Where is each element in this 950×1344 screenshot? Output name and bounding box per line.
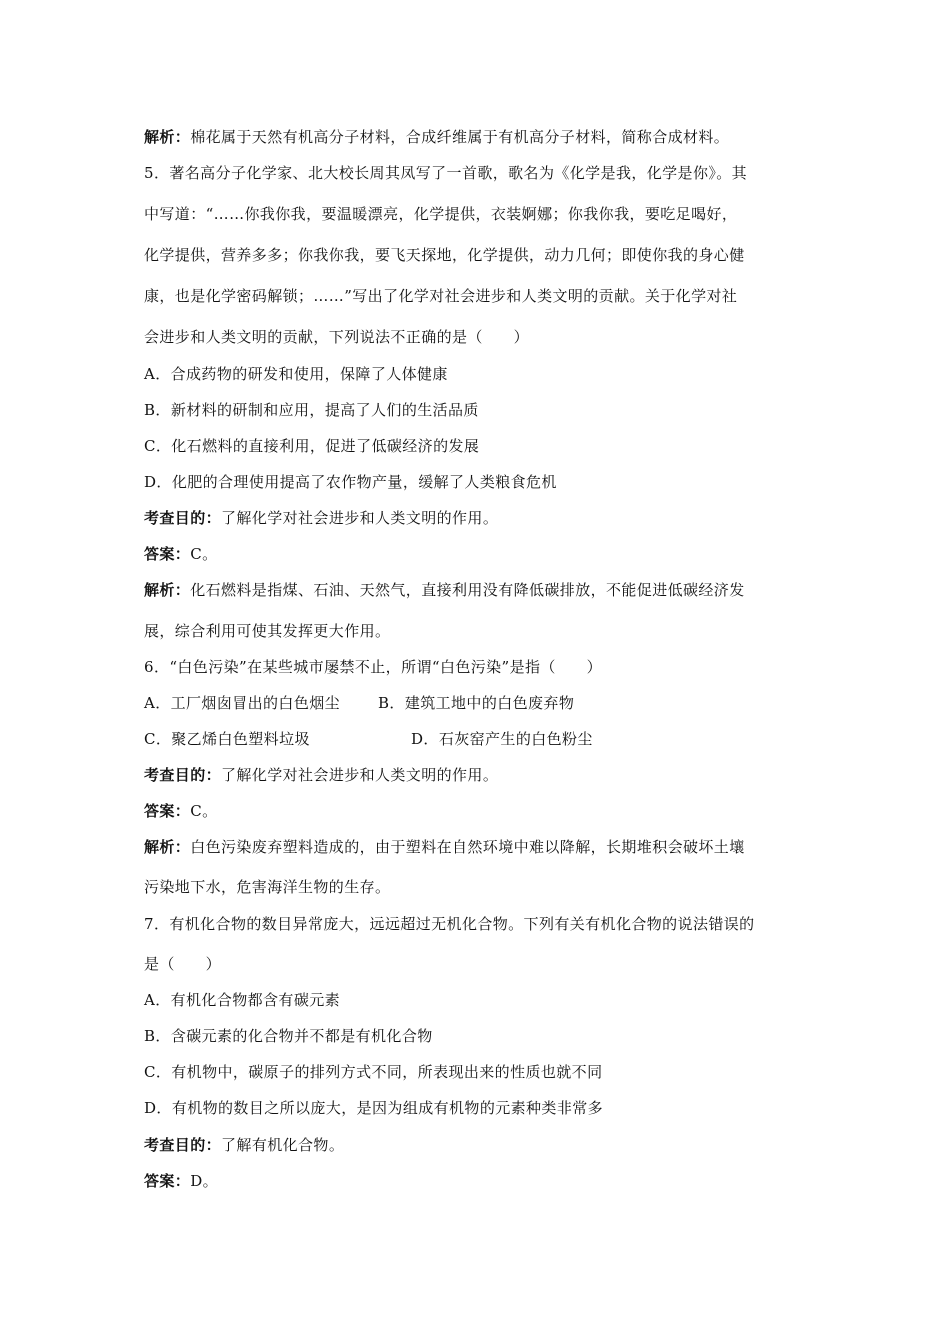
q5-option-a: A．合成药物的研发和使用，保障了人体健康 <box>144 365 448 383</box>
q5-option-c: C．化石燃料的直接利用，促进了低碳经济的发展 <box>144 437 480 455</box>
answer-text: C。 <box>190 545 218 563</box>
q6-answer <box>144 801 217 821</box>
analysis-label: 解析： <box>144 838 191 856</box>
q6-analysis <box>144 837 745 857</box>
q7-objective <box>144 1135 344 1155</box>
answer-label: 答案： <box>144 1172 191 1190</box>
q7-stem-line: 是（ ） <box>144 955 222 973</box>
answer-text: C。 <box>190 802 218 820</box>
q5-stem-line: 会进步和人类文明的贡献，下列说法不正确的是（ ） <box>144 328 530 346</box>
answer-label: 答案： <box>144 545 191 563</box>
analysis-label: 解析： <box>144 581 191 599</box>
answer-label: 答案： <box>144 802 191 820</box>
objective-text: 了解化学对社会进步和人类文明的作用。 <box>221 766 499 784</box>
q6-stem: 6．“白色污染”在某些城市屡禁不止，所谓“白色污染”是指（ ） <box>144 658 603 676</box>
objective-label: 考查目的： <box>144 1136 222 1154</box>
q6-objective <box>144 765 498 785</box>
answer-text: D。 <box>190 1172 219 1190</box>
intro-analysis-line <box>144 127 729 147</box>
q6-options-row-1 <box>144 693 340 713</box>
q6-analysis-cont: 污染地下水，危害海洋生物的生存。 <box>144 878 391 896</box>
q5-answer <box>144 544 217 564</box>
q6-option-c: C．聚乙烯白色塑料垃圾 <box>144 730 310 748</box>
objective-label: 考查目的： <box>144 766 222 784</box>
q5-stem-line: 5．著名高分子化学家、北大校长周其凤写了一首歌，歌名为《化学是我，化学是你》。其 <box>144 164 748 182</box>
q5-analysis <box>144 580 745 600</box>
q5-option-b: B．新材料的研制和应用，提高了人们的生活品质 <box>144 401 479 419</box>
q7-option-d: D．有机物的数目之所以庞大，是因为组成有机物的元素种类非常多 <box>144 1099 604 1117</box>
objective-text: 了解化学对社会进步和人类文明的作用。 <box>221 509 499 527</box>
q5-stem-line: 中写道：“……你我你我，要温暖漂亮，化学提供，衣装婀娜；你我你我，要吃足喝好， <box>144 205 738 223</box>
analysis-text: 白色污染废弃塑料造成的，由于塑料在自然环境中难以降解，长期堆积会破坏土壤 <box>190 838 745 856</box>
q5-analysis-cont: 展，综合利用可使其发挥更大作用。 <box>144 622 391 640</box>
q7-answer <box>144 1171 218 1191</box>
analysis-text: 化石燃料是指煤、石油、天然气，直接利用没有降低碳排放，不能促进低碳经济发 <box>190 581 745 599</box>
q7-stem-line: 7．有机化合物的数目异常庞大，远远超过无机化合物。下列有关有机化合物的说法错误的 <box>144 915 755 933</box>
q7-option-b: B．含碳元素的化合物并不都是有机化合物 <box>144 1027 433 1045</box>
q7-option-c: C．有机物中，碳原子的排列方式不同，所表现出来的性质也就不同 <box>144 1063 603 1081</box>
q5-stem-line: 康，也是化学密码解锁；……”写出了化学对社会进步和人类文明的贡献。关于化学对社 <box>144 287 738 305</box>
q5-objective <box>144 508 498 528</box>
analysis-label: 解析： <box>144 128 191 146</box>
q7-option-a: A．有机化合物都含有碳元素 <box>144 991 341 1009</box>
q5-stem-line: 化学提供，营养多多；你我你我，要飞天探地，化学提供，动力几何；即使你我的身心健 <box>144 246 745 264</box>
analysis-text: 棉花属于天然有机高分子材料，合成纤维属于有机高分子材料，简称合成材料。 <box>190 128 730 146</box>
q6-option-d: D．石灰窑产生的白色粉尘 <box>411 730 593 748</box>
q5-option-d: D．化肥的合理使用提高了农作物产量，缓解了人类粮食危机 <box>144 473 557 491</box>
objective-text: 了解有机化合物。 <box>221 1136 345 1154</box>
q6-option-b: B．建筑工地中的白色废弃物 <box>378 694 575 712</box>
objective-label: 考查目的： <box>144 509 222 527</box>
q6-option-a: A．工厂烟囱冒出的白色烟尘 <box>144 694 341 712</box>
